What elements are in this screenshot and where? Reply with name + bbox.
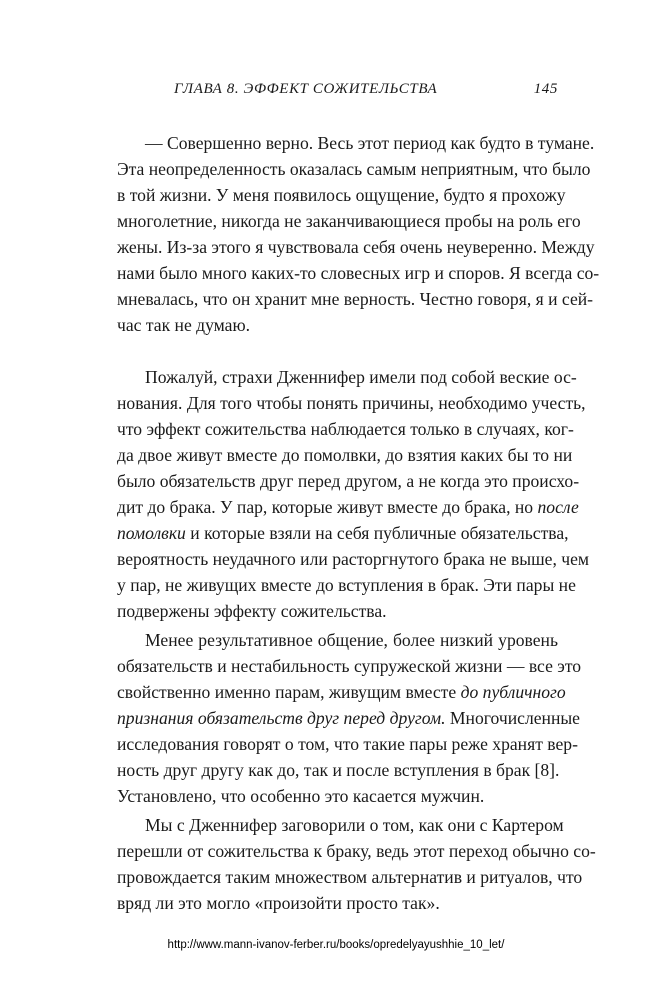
text-line: признания обязательств друг перед другом. Многочисленные <box>117 708 580 728</box>
text-line: Менее результативное общение, более низкий уровень <box>145 630 558 650</box>
text-line: многолетние, никогда не заканчивающиеся пробы на роль его <box>117 211 581 231</box>
text-line: что эффект сожительства наблюдается только в случаях, ког- <box>117 419 574 439</box>
text-line: перешли от сожительства к браку, ведь этот переход обычно со- <box>117 841 596 861</box>
text-line: да двое живут вместе до помолвки, до взятия каких бы то ни <box>117 445 573 465</box>
text-line: подвержены эффекту сожительства. <box>117 601 387 621</box>
text-line: обязательств и нестабильность супружеской жизни — все это <box>117 656 582 676</box>
text-line: — Совершенно верно. Весь этот период как будто в тумане. <box>145 133 595 153</box>
text-line: исследования говорят о том, что такие пары реже хранят вер- <box>117 734 578 754</box>
italic-text: до публичного <box>460 682 566 702</box>
text-line: было обязательств друг перед другом, а не когда это происхо- <box>117 471 580 491</box>
text-line: Установлено, что особенно это касается мужчин. <box>117 786 485 806</box>
text-line: Эта неопределенность оказалась самым неприятным, что было <box>117 159 591 179</box>
text-line: провождается таким множеством альтернатив и ритуалов, что <box>117 867 583 887</box>
text-line: час так не думаю. <box>117 315 251 335</box>
text-line: в той жизни. У меня появилось ощущение, будто я прохожу <box>117 185 566 205</box>
italic-text: помолвки <box>117 523 186 543</box>
text-line: у пар, не живущих вместе до вступления в брак. Эти пары не <box>117 575 576 595</box>
text-line: мневалась, что он хранит мне верность. Честно говоря, я и сей- <box>117 289 594 309</box>
italic-text: после <box>537 497 579 517</box>
text-line: дит до брака. У пар, которые живут вместе до брака, но после <box>117 497 579 517</box>
text-line: вероятность неудачного или расторгнутого брака не выше, чем <box>117 549 590 569</box>
text-line: помолвки и которые взяли на себя публичные обязательства, <box>117 523 569 543</box>
text-line: нования. Для того чтобы понять причины, необходимо учесть, <box>117 393 586 413</box>
text-line: вряд ли это могло «произойти просто так». <box>117 893 440 913</box>
text-line: ность друг другу как до, так и после вступления в брак [8]. <box>117 760 560 780</box>
text-line: свойственно именно парам, живущим вместе до публичного <box>117 682 566 702</box>
text-line: Мы с Дженнифер заговорили о том, как они с Картером <box>145 815 564 835</box>
footer-url: http://www.mann-ivanov-ferber.ru/books/opredelyayushhie_10_let/ <box>167 939 505 951</box>
text-line: Пожалуй, страхи Дженнифер имели под собой веские ос- <box>145 367 577 387</box>
chapter-title: ГЛАВА 8. ЭФФЕКТ СОЖИТЕЛЬСТВА <box>174 81 438 97</box>
text-line: жены. Из-за этого я чувствовала себя очень неуверенно. Между <box>117 237 595 257</box>
text-line: нами было много каких-то словесных игр и споров. Я всегда со- <box>117 263 600 283</box>
italic-text: признания обязательств друг перед другом. <box>117 708 446 728</box>
page-number: 145 <box>533 81 558 97</box>
